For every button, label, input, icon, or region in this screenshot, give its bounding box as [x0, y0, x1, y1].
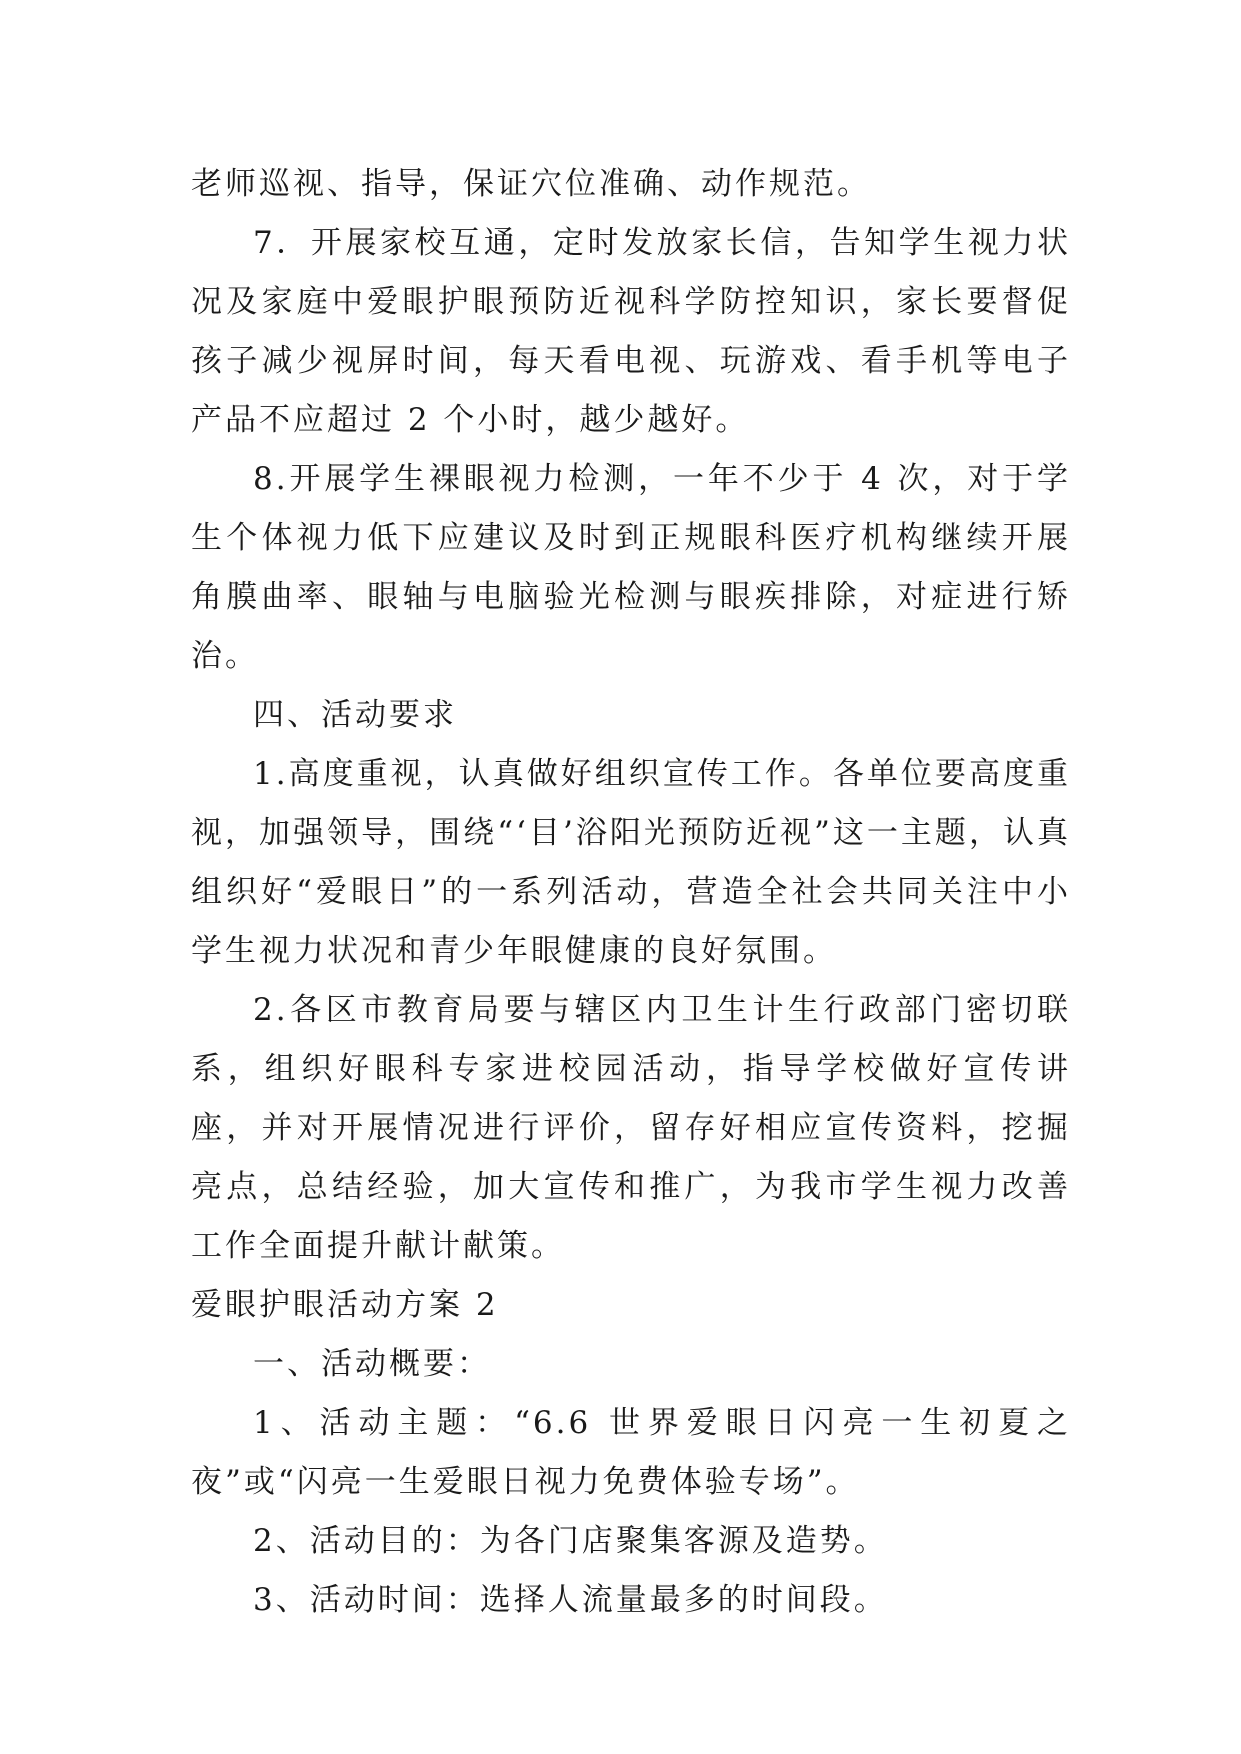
paragraph-item-7: 7．开展家校互通，定时发放家长信，告知学生视力状况及家庭中爱眼护眼预防近视科学防控知识，家长要督促孩子减少视屏时间，每天看电视、玩游戏、看手机等电子产品不应超过 2 个小时，越少越好。: [191, 225, 1071, 438]
section-heading-requirements: 四、活动要求: [253, 697, 457, 733]
document-title-plan-2: 爱眼护眼活动方案 2: [191, 1287, 499, 1323]
paragraph-overview-3: 3、活动时间：选择人流量最多的时间段。: [253, 1582, 888, 1618]
paragraph-item-8: 8.开展学生裸眼视力检测，一年不少于 4 次，对于学生个体视力低下应建议及时到正规眼科医疗机构继续开展角膜曲率、眼轴与电脑验光检测与眼疾排除，对症进行矫治。: [191, 461, 1071, 674]
section-heading-overview: 一、活动概要：: [253, 1346, 491, 1382]
paragraph-overview-2: 2、活动目的：为各门店聚集客源及造势。: [253, 1523, 888, 1559]
paragraph-requirement-2: 2.各区市教育局要与辖区内卫生计生行政部门密切联系，组织好眼科专家进校园活动，指导学校做好宣传讲座，并对开展情况进行评价，留存好相应宣传资料，挖掘亮点，总结经验，加大宣传和推广，为我市学生视力改善工作全面提升献计献策。: [191, 992, 1071, 1264]
paragraph-requirement-1: 1.高度重视，认真做好组织宣传工作。各单位要高度重视，加强领导，围绕“‘目’浴阳光预防近视”这一主题，认真组织好“爱眼日”的一系列活动，营造全社会共同关注中小学生视力状况和青少年眼健康的良好氛围。: [191, 756, 1071, 969]
document-body: [191, 155, 1071, 1630]
paragraph-continuation: 老师巡视、指导，保证穴位准确、动作规范。: [191, 166, 871, 202]
paragraph-overview-1: 1、活动主题：“6.6 世界爱眼日闪亮一生初夏之夜”或“闪亮一生爱眼日视力免费体验专场”。: [191, 1405, 1071, 1500]
